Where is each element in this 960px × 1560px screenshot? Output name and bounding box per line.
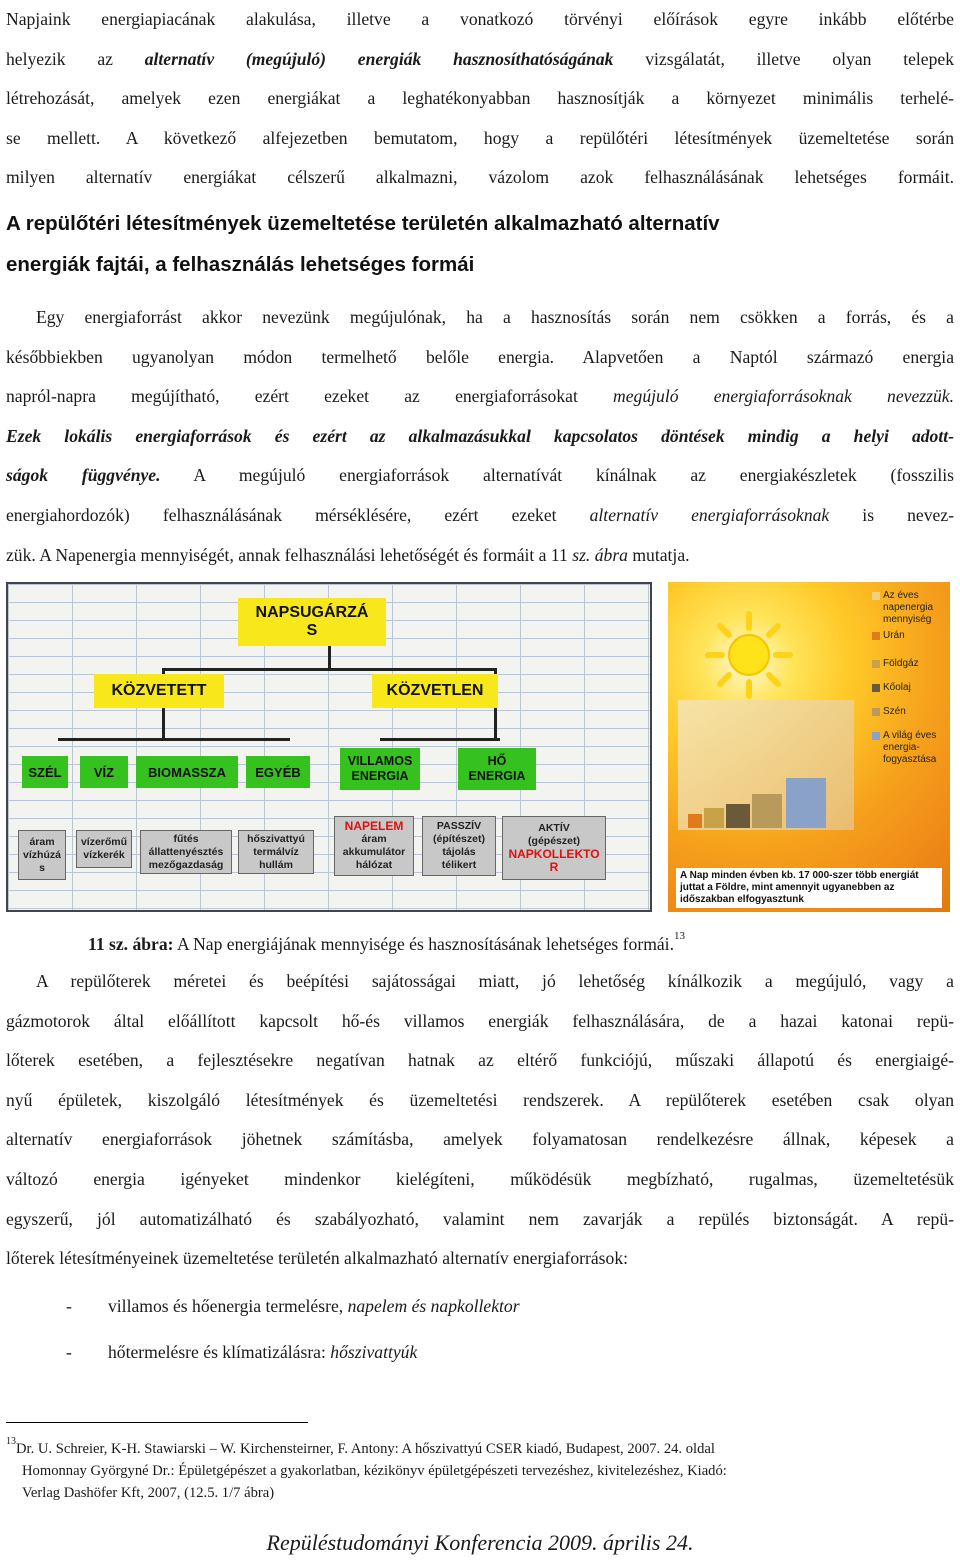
emphasis: alternatív energiaforrásoknak [589, 504, 830, 525]
text-line: egyszerű, jól automatizálható és szabályozható, valamint nem zavarják a repülés biztonságát. A repü- [6, 1208, 954, 1229]
figure-ref: sz. ábra [572, 544, 628, 565]
emphasis: alternatív (megújuló) energiák hasznosíthatóságának [144, 48, 614, 69]
text-line: későbbiekben ugyanolyan módon termelhető belőle energia. Alapvetően a Naptól származó energia [6, 346, 954, 367]
text-line: nyű épületek, kiszolgáló létesítmények és üzemeltetési rendszerek. A repülőterek esetében csak olyan [6, 1089, 954, 1110]
emphasis: ságok függvénye. [6, 465, 161, 486]
footnote-ref: 13 [673, 930, 685, 942]
footnote-line: Homonnay Györgyné Dr.: Épületgépészet a gyakorlatban, kézikönyv épületgépészeti tervezéshez, kivitelezéshez, Kiadó: [22, 1462, 727, 1479]
text-line: változó energia igényeket mindenkor kielégíteni, működésük megbízható, rugalmas, üzemeltetésük [6, 1168, 954, 1189]
legend-swatch [872, 592, 880, 600]
legend-swatch [872, 632, 880, 640]
page-footer: Repüléstudományi Konferencia 2009. április 24. [266, 1530, 694, 1555]
legend-item: Urán [872, 630, 948, 642]
footnote-number: 13 [6, 1436, 16, 1447]
leaf-other: hőszivattyú termálvíz hullám [238, 830, 314, 874]
legend-item: Földgáz [872, 658, 948, 670]
legend-item: A világ éves energia-fogyasztása [872, 730, 948, 766]
text-line: létrehozását, amelyek ezen energiákat a leghatékonyabban hasznosítják a környezet minimális terhelé- [6, 88, 954, 109]
footnote-line: Verlag Dashöfer Kft, 2007, (12.5. 1/7 ábra) [22, 1484, 275, 1501]
text-line: lőterek esetében, a fejlesztésekre negatívan hatnak az eltérő funkciójú, műszaki állapotú és energiaigé- [6, 1050, 954, 1071]
solar-collector-label: NAPKOLLEKTO R [508, 847, 600, 874]
water-box: VÍZ [80, 756, 128, 788]
figure-caption: 11 sz. ábra: A Nap energiájának mennyisége és hasznosításának lehetséges formái.$^{13}$ [88, 930, 685, 954]
uranium-cube [688, 814, 702, 828]
text-line: lőterek létesítményeinek üzemeltetése területén alkalmazható alternatív energiaforrások: [6, 1248, 629, 1269]
heading-line: energiák fajtái, a felhasználás lehetséges formái [6, 253, 475, 276]
solar-panel-title: NAPELEM [344, 819, 404, 833]
list-item: - hőtermelésre és klímatizálásra: hőszivattyúk [6, 1334, 520, 1370]
solar-energy-tree-diagram [6, 582, 652, 912]
text-line: A repülőterek méretei és beépítési sajátosságai miatt, jó lehetőség kínálkozik a megújuló, vagy a [36, 971, 954, 991]
text-line: energiahordozók) felhasználásának mérséklésére, ezért ezeket alternatív energiaforrásoknak is nevez- [6, 504, 954, 525]
world-consumption-cube [786, 778, 826, 828]
indirect-box: KÖZVETETT [94, 674, 224, 708]
direct-box: KÖZVETLEN [372, 674, 498, 708]
energy-source-list [6, 1288, 520, 1370]
leaf-passive: PASSZÍV (építészet) tájolás télikert [422, 816, 496, 876]
gas-cube [704, 808, 724, 828]
root-box: NAPSUGÁRZÁ S [238, 598, 386, 646]
solar-energy-comparison-image [668, 582, 950, 912]
text-line: alternatív energiaforrások jöhetnek számításba, amelyek folyamatosan rendelkezésre állnak, képesek a [6, 1129, 954, 1150]
list-dash: - [66, 1342, 72, 1362]
text-line: se mellett. A következő alfejezetben bemutatom, hogy a repülőtéri létesítmények üzemeltetése során [6, 127, 954, 148]
text-line: Napjaink energiapiacának alakulása, illetve a vonatkozó törvényi előírások egyre inkább előtérbe [6, 9, 954, 29]
text-line: napról-napra megújítható, ezért ezeket az energiaforrásokat megújuló energiaforrásoknak nevezzük. [6, 386, 954, 407]
airport-paragraph [6, 962, 954, 1279]
legend-swatch [872, 660, 880, 668]
leaf-biomass: fűtés állattenyésztés mezőgazdaság [140, 830, 232, 874]
text-line: ságok függvénye. A megújuló energiaforrások alternatívát kínálnak az energiakészletek (fosszilis [6, 465, 954, 486]
legend-swatch [872, 708, 880, 716]
other-box: EGYÉB [246, 756, 310, 788]
solar-panel-body: áram akkumulátor hálózat [342, 833, 406, 871]
text-line: helyezik az alternatív (megújuló) energiák hasznosíthatóságának vizsgálatát, illetve olyan telepek [6, 48, 954, 69]
intro-paragraph [6, 0, 954, 198]
emphasis: megújuló energiaforrásoknak nevezzük. [613, 386, 954, 407]
leaf-water: vízerőmű vízkerék [76, 830, 132, 868]
oil-cube [726, 804, 750, 828]
heading-line: A repülőtéri létesítmények üzemeltetése területén alkalmazható alternatív [6, 212, 720, 235]
figure-label: 11 sz. ábra: [88, 933, 174, 954]
legend [872, 590, 948, 770]
electric-energy-box: VILLAMOS ENERGIA [340, 748, 420, 790]
emphasis: Ezek lokális energiaforrások és ezért az alkalmazásukkal kapcsolatos döntések mindig a helyi adott- [6, 425, 954, 446]
legend-item: Kőolaj [872, 682, 948, 694]
text-line: gázmotorok által előállított kapcsolt hő-és villamos energiák felhasználására, de a hazai katonai repü- [6, 1010, 954, 1031]
heat-energy-box: HŐ ENERGIA [458, 748, 536, 790]
legend-swatch [872, 684, 880, 692]
legend-swatch [872, 732, 880, 740]
footnote-line: $^{13}$Dr. U. Schreier, K-H. Stawiarski – W. Kirchensteirner, F. Antony: A hőszivattyú CSER kiadó, Budapest, 2007. 24. oldal [6, 1436, 715, 1457]
wind-box: SZÉL [22, 756, 68, 788]
text-line: milyen alternatív energiákat célszerű alkalmazni, vázolom azok felhasználásának lehetséges formáit. [6, 167, 954, 188]
section-heading [6, 203, 954, 285]
legend-item: Szén [872, 706, 948, 718]
leaf-active [502, 816, 606, 880]
renewable-paragraph [6, 298, 954, 575]
footnote [6, 1434, 954, 1504]
text-line [6, 417, 954, 457]
active-title: AKTÍV (gépészet) [528, 822, 580, 847]
legend-item: Az éves napenergia mennyiség [872, 590, 948, 626]
text-line: zük. A Napenergia mennyiségét, annak felhasználási lehetőségét és formáit a 11 sz. ábra mutatja. [6, 544, 690, 565]
list-dash: - [66, 1296, 72, 1316]
figure-11 [6, 582, 950, 912]
list-item: - villamos és hőenergia termelésre, napelem és napkollektor [6, 1288, 520, 1324]
coal-cube [752, 794, 782, 828]
leaf-wind: áram vízhúzá s [18, 830, 66, 880]
image-caption: A Nap minden évben kb. 17 000-szer több energiát juttat a Földre, mint amennyit ugyanebben az időszakban elfogyasztunk [676, 868, 942, 908]
sun-icon [704, 610, 794, 700]
text-line: Egy energiaforrást akkor nevezünk megújulónak, ha a hasznosítás során nem csökken a forrás, és a [36, 307, 954, 327]
footnote-separator [6, 1422, 308, 1423]
biomass-box: BIOMASSZA [136, 756, 238, 788]
leaf-solar-panel [334, 816, 414, 876]
